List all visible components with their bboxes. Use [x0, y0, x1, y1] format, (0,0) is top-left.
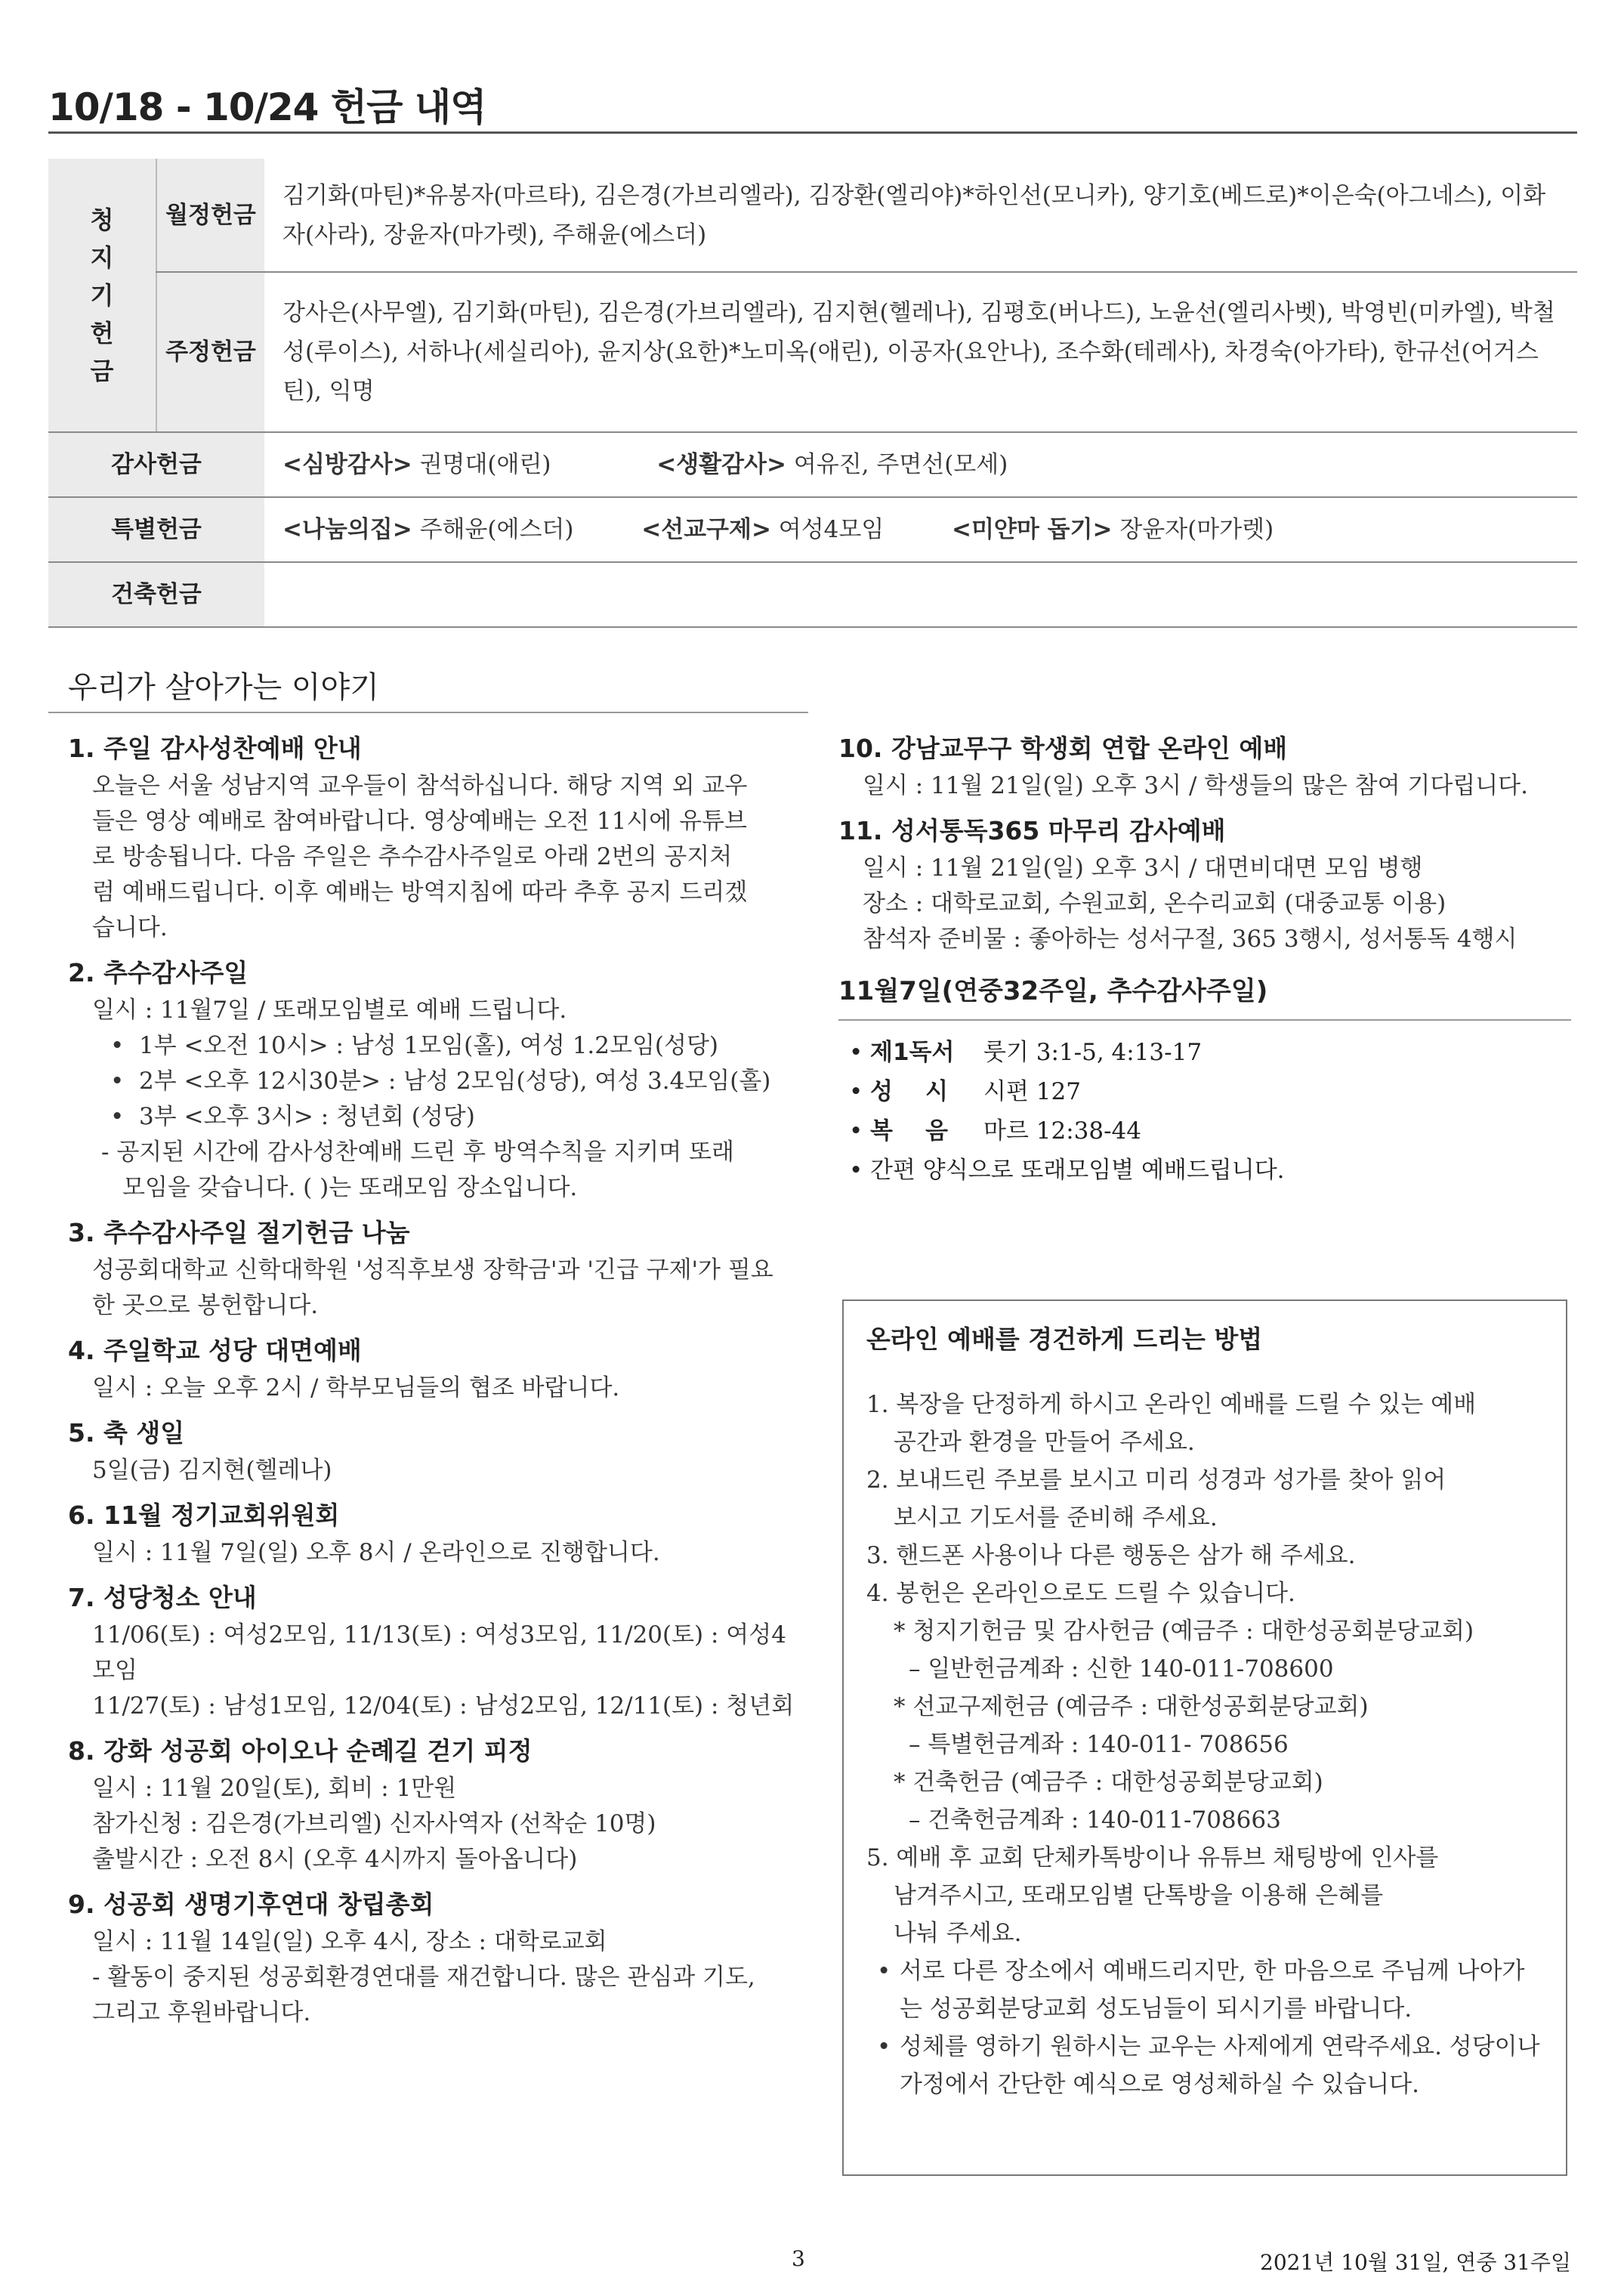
story-title: 1. 주일 감사성찬예배 안내 — [68, 734, 362, 763]
stories-title: 우리가 살아가는 이야기 — [68, 670, 379, 705]
story-line: 일시 : 11월 20일(토), 회비 : 1만원 — [92, 1775, 457, 1802]
liturgy-row — [838, 1072, 1571, 1111]
stories-divider — [48, 712, 808, 713]
online-worship-bullet: • 성체를 영하기 원하시는 교우는 사제에게 연락주세요. 성당이나 가정에서 간단한 예식으로 영성체하실 수 있습니다. — [866, 2028, 1543, 2103]
story-line: 11/27(토) : 남성1모임, 12/04(토) : 남성2모임, 12/11(토) : 청년회 — [92, 1692, 795, 1720]
weekly-offering-names: 강사은(사무엘), 김기화(마틴), 김은경(가브리엘라), 김지현(헬레나), 김평호(버나드), 노윤선(엘리사벳), 박영빈(미카엘), 박철성(루이스), 서하나(세실리아), 윤지상(요한)*노미옥(애린), 이공자(요안나), 조수화(테레사), 차경숙(아가타), 한규선(어거스틴), 익명 — [264, 272, 1577, 432]
story-bullet-text: 2부 <오후 12시30분> : 남성 2모임(성당), 여성 3.4모임(홀) — [139, 1068, 771, 1095]
monthly-offering-label: 월정헌금 — [156, 159, 264, 272]
weekly-offering-label: 주정헌금 — [156, 272, 264, 432]
online-worship-line: * 건축헌금 (예금주 : 대한성공회분당교회) — [894, 1769, 1323, 1796]
story-line: 장소 : 대학로교회, 수원교회, 온수리교회 (대중교통 이용) — [863, 890, 1446, 917]
online-worship-line: 나눠 주세요. — [894, 1920, 1022, 1947]
story-bullet-text: 3부 <오후 3시> : 청년회 (성당) — [139, 1103, 475, 1130]
story-note: 모임을 갖습니다. ( )는 또래모임 장소입니다. — [122, 1174, 578, 1201]
regular-offering-header — [48, 159, 156, 432]
mission-relief-label: <선교구제> — [641, 516, 771, 543]
story-title: 8. 강화 성공회 아이오나 순례길 걷기 피정 — [68, 1736, 533, 1766]
story-bullet-text: 1부 <오전 10시> : 남성 1모임(홀), 여성 1.2모임(성당) — [139, 1032, 718, 1059]
liturgy-label: 복 음 — [870, 1117, 949, 1145]
online-worship-line: 5. 예배 후 교회 단체카톡방이나 유튜브 채팅방에 인사를 — [866, 1844, 1439, 1871]
monthly-offering-names: 김기화(마틴)*유봉자(마르타), 김은경(가브리엘라), 김장환(엘리야)*하인선(모니카), 양기호(베드로)*이은숙(아그네스), 이화자(사라), 장윤자(마가렛), 주해윤(에스더) — [264, 159, 1577, 272]
story-line: 일시 : 11월7일 / 또래모임별로 예배 드립니다. — [92, 997, 567, 1024]
story-bullet — [68, 1099, 801, 1135]
regular-offering-label — [49, 201, 155, 390]
story-line: 참가신청 : 김은경(가브리엘) 신자사역자 (선착순 10명) — [92, 1810, 656, 1837]
online-worship-line: 보시고 기도서를 준비해 주세요. — [894, 1504, 1218, 1531]
bulletin-date: 2021년 10월 31일, 연중 31주일 — [1260, 2250, 1571, 2275]
regular-offering-text: 청지기헌금 — [90, 205, 114, 385]
story-title: 4. 주일학교 성당 대면예배 — [68, 1336, 362, 1365]
liturgy-reading: 시편 127 — [983, 1078, 1081, 1105]
online-worship-line: – 건축헌금계좌 : 140-011-708663 — [909, 1806, 1281, 1834]
story-bullet — [68, 1028, 801, 1064]
online-worship-line: 2. 보내드린 주보를 보시고 미리 성경과 성가를 찾아 읽어 — [866, 1466, 1446, 1494]
building-offering-names — [264, 562, 1577, 627]
story-line: 일시 : 11월 7일(일) 오후 8시 / 온라인으로 진행합니다. — [92, 1539, 660, 1566]
online-worship-line: – 특별헌금계좌 : 140-011- 708656 — [909, 1731, 1289, 1758]
story-line: 들은 영상 예배로 참여바랍니다. 영상예배는 오전 11시에 유튜브 — [92, 808, 747, 835]
online-worship-line: 3. 핸드폰 사용이나 다른 행동은 삼가 해 주세요. — [866, 1542, 1356, 1569]
story-line: 그리고 후원바랍니다. — [92, 1999, 311, 2026]
liturgy-row — [838, 1111, 1571, 1151]
sharing-house-label: <나눔의집> — [283, 516, 412, 543]
liturgy-note: • 간편 양식으로 또래모임별 예배드립니다. — [838, 1151, 1571, 1190]
life-thanks-label: <생활감사> — [656, 451, 786, 478]
building-offering-label: 건축헌금 — [48, 562, 264, 627]
story-title: 6. 11월 정기교회위원회 — [68, 1500, 340, 1530]
online-worship-line: 4. 봉헌은 온라인으로도 드릴 수 있습니다. — [866, 1580, 1295, 1607]
stories-left-column — [68, 722, 801, 2031]
myanmar-help-label: <미얀마 돕기> — [952, 516, 1113, 543]
liturgy-label: 제1독서 — [870, 1039, 955, 1066]
story-title: 11. 성서통독365 마무리 감사예배 — [838, 816, 1226, 845]
story-title: 9. 성공회 생명기후연대 창립총회 — [68, 1890, 434, 1919]
liturgy-divider — [838, 1019, 1571, 1021]
special-offering-names — [264, 497, 1577, 562]
story-line: 11/06(토) : 여성2모임, 11/13(토) : 여성3모임, 11/20(토) : 여성4모임 — [92, 1621, 786, 1684]
home-visit-thanks-names: 권명대(애린) — [419, 451, 551, 478]
story-title: 10. 강남교무구 학생회 연합 온라인 예배 — [838, 734, 1288, 763]
liturgy-reading: 룻기 3:1-5, 4:13-17 — [983, 1039, 1203, 1066]
stories-right-column — [838, 722, 1571, 1190]
story-line: 한 곳으로 봉헌합니다. — [92, 1292, 319, 1319]
story-note: - 공지된 시간에 감사성찬예배 드린 후 방역수칙을 지키며 또래 — [101, 1139, 734, 1166]
page-title: 10/18 - 10/24 헌금 내역 — [48, 85, 486, 129]
online-worship-line: * 선교구제헌금 (예금주 : 대한성공회분당교회) — [894, 1693, 1369, 1720]
liturgy-reading: 마르 12:38-44 — [983, 1117, 1142, 1145]
thanks-offering-label: 감사헌금 — [48, 432, 264, 497]
story-line: 출발시간 : 오전 8시 (오후 4시까지 돌아옵니다) — [92, 1846, 578, 1873]
story-line: 일시 : 11월 21일(일) 오후 3시 / 학생들의 많은 참여 기다립니다. — [863, 772, 1528, 799]
sharing-house-names: 주해윤(에스더) — [419, 516, 574, 543]
story-title: 7. 성당청소 안내 — [68, 1583, 257, 1612]
liturgy-row — [838, 1033, 1571, 1072]
online-worship-line: 1. 복장을 단정하게 하시고 온라인 예배를 드릴 수 있는 예배 — [866, 1391, 1477, 1418]
title-divider — [48, 131, 1577, 134]
story-title: 2. 추수감사주일 — [68, 958, 249, 987]
online-worship-bullet: • 서로 다른 장소에서 예배드리지만, 한 마음으로 주님께 나아가는 성공회분당교회 성도님들이 되시기를 바랍니다. — [866, 1952, 1543, 2028]
mission-relief-names: 여성4모임 — [778, 516, 885, 543]
story-bullet — [68, 1064, 801, 1099]
online-worship-line: 공간과 환경을 만들어 주세요. — [894, 1429, 1195, 1456]
online-worship-line: 남겨주시고, 또래모임별 단톡방을 이용해 은혜를 — [894, 1882, 1384, 1909]
thanks-offering-names — [264, 432, 1577, 497]
offering-table — [48, 159, 1577, 628]
online-worship-box — [842, 1299, 1567, 2176]
story-line: 로 방송됩니다. 다음 주일은 추수감사주일로 아래 2번의 공지처 — [92, 843, 733, 870]
online-worship-title: 온라인 예배를 경건하게 드리는 방법 — [866, 1324, 1263, 1354]
life-thanks-names: 여유진, 주면선(모세) — [793, 451, 1008, 478]
story-line: 참석자 준비물 : 좋아하는 성서구절, 365 3행시, 성서통독 4행시 — [863, 926, 1517, 953]
story-line: 성공회대학교 신학대학원 '성직후보생 장학금'과 '긴급 구제'가 필요 — [92, 1256, 773, 1284]
story-line: 오늘은 서울 성남지역 교우들이 참석하십니다. 해당 지역 외 교우 — [92, 772, 748, 799]
story-line: 습니다. — [92, 914, 168, 941]
story-title: 5. 축 생일 — [68, 1418, 185, 1448]
story-line: 일시 : 11월 21일(일) 오후 3시 / 대면비대면 모임 병행 — [863, 854, 1423, 882]
story-line: 일시 : 11월 14일(일) 오후 4시, 장소 : 대학로교회 — [92, 1928, 607, 1955]
story-line: - 활동이 중지된 성공회환경연대를 재건합니다. 많은 관심과 기도, — [92, 1964, 755, 1991]
special-offering-label: 특별헌금 — [48, 497, 264, 562]
liturgy-title: 11월7일(연중32주일, 추수감사주일) — [838, 976, 1268, 1006]
story-line: 럼 예배드립니다. 이후 예배는 방역지침에 따라 추후 공지 드리겠 — [92, 879, 748, 906]
home-visit-thanks-label: <심방감사> — [283, 451, 412, 478]
liturgy-label: 성 시 — [870, 1078, 949, 1105]
page-number: 3 — [792, 2246, 805, 2271]
online-worship-line: – 일반헌금계좌 : 신한 140-011-708600 — [909, 1655, 1334, 1683]
story-line: 일시 : 오늘 오후 2시 / 학부모님들의 협조 바랍니다. — [92, 1374, 620, 1401]
online-worship-line: * 청지기헌금 및 감사헌금 (예금주 : 대한성공회분당교회) — [894, 1618, 1474, 1645]
myanmar-help-names: 장윤자(마가렛) — [1119, 516, 1274, 543]
story-line: 5일(금) 김지현(헬레나) — [92, 1457, 332, 1484]
story-title: 3. 추수감사주일 절기헌금 나눔 — [68, 1218, 410, 1247]
